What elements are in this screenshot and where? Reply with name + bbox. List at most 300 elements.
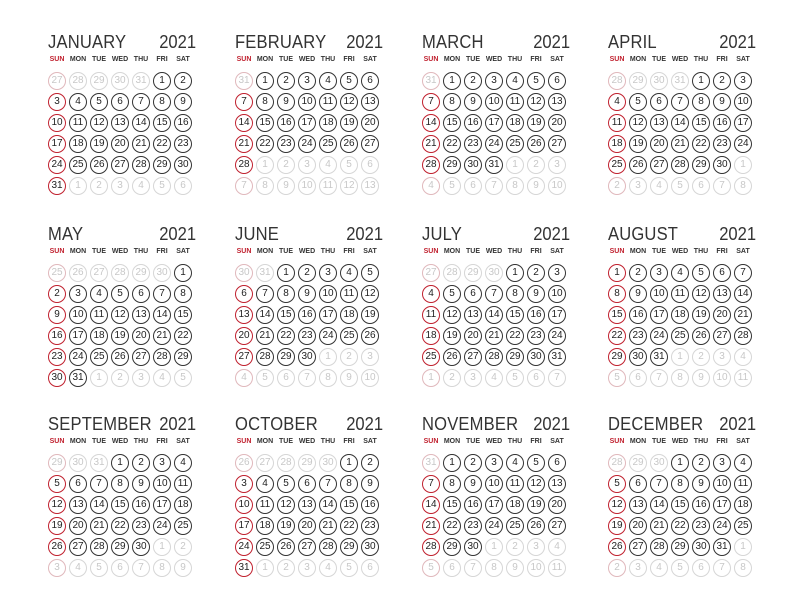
day-cell[interactable]: 25 [506, 135, 524, 153]
day-cell[interactable]: 23 [174, 135, 192, 153]
day-cell[interactable]: 16 [464, 114, 482, 132]
day-cell[interactable]: 10 [319, 285, 337, 303]
day-cell[interactable]: 15 [256, 114, 274, 132]
day-cell[interactable]: 13 [548, 475, 566, 493]
day-cell[interactable]: 23 [298, 327, 316, 345]
day-cell[interactable]: 6 [713, 264, 731, 282]
day-cell[interactable]: 14 [319, 496, 337, 514]
day-cell[interactable]: 24 [485, 517, 503, 535]
day-cell[interactable]: 24 [485, 135, 503, 153]
day-cell[interactable]: 15 [443, 114, 461, 132]
day-cell[interactable]: 14 [734, 285, 752, 303]
day-cell[interactable]: 16 [629, 306, 647, 324]
day-cell[interactable]: 27 [548, 517, 566, 535]
day-cell[interactable]: 5 [527, 72, 545, 90]
day-cell[interactable]: 1 [443, 454, 461, 472]
day-cell[interactable]: 6 [629, 475, 647, 493]
day-cell[interactable]: 20 [548, 496, 566, 514]
day-cell[interactable]: 4 [608, 93, 626, 111]
day-cell[interactable]: 15 [277, 306, 295, 324]
day-cell[interactable]: 14 [485, 306, 503, 324]
day-cell[interactable]: 8 [608, 285, 626, 303]
day-cell[interactable]: 11 [734, 475, 752, 493]
day-cell[interactable]: 20 [111, 135, 129, 153]
day-cell[interactable]: 15 [608, 306, 626, 324]
day-cell[interactable]: 11 [506, 475, 524, 493]
day-cell[interactable]: 21 [485, 327, 503, 345]
day-cell[interactable]: 19 [443, 327, 461, 345]
day-cell[interactable]: 16 [527, 306, 545, 324]
day-cell[interactable]: 11 [671, 285, 689, 303]
day-cell[interactable]: 2 [692, 454, 710, 472]
day-cell[interactable]: 29 [340, 538, 358, 556]
day-cell[interactable]: 3 [48, 93, 66, 111]
day-cell[interactable]: 5 [692, 264, 710, 282]
day-cell[interactable]: 17 [713, 496, 731, 514]
day-cell[interactable]: 11 [256, 496, 274, 514]
day-cell[interactable]: 16 [277, 114, 295, 132]
day-cell[interactable]: 9 [277, 93, 295, 111]
day-cell[interactable]: 22 [671, 517, 689, 535]
day-cell[interactable]: 10 [734, 93, 752, 111]
day-cell[interactable]: 12 [48, 496, 66, 514]
day-cell[interactable]: 7 [422, 475, 440, 493]
day-cell[interactable]: 23 [629, 327, 647, 345]
day-cell[interactable]: 29 [277, 348, 295, 366]
day-cell[interactable]: 1 [692, 72, 710, 90]
day-cell[interactable]: 29 [174, 348, 192, 366]
day-cell[interactable]: 28 [153, 348, 171, 366]
day-cell[interactable]: 25 [506, 517, 524, 535]
day-cell[interactable]: 14 [235, 114, 253, 132]
day-cell[interactable]: 4 [69, 93, 87, 111]
day-cell[interactable]: 15 [153, 114, 171, 132]
day-cell[interactable]: 2 [298, 264, 316, 282]
day-cell[interactable]: 22 [506, 327, 524, 345]
day-cell[interactable]: 13 [713, 285, 731, 303]
day-cell[interactable]: 30 [132, 538, 150, 556]
day-cell[interactable]: 18 [319, 114, 337, 132]
day-cell[interactable]: 10 [485, 93, 503, 111]
day-cell[interactable]: 20 [650, 135, 668, 153]
day-cell[interactable]: 16 [692, 496, 710, 514]
day-cell[interactable]: 1 [153, 72, 171, 90]
day-cell[interactable]: 19 [692, 306, 710, 324]
day-cell[interactable]: 16 [298, 306, 316, 324]
day-cell[interactable]: 26 [361, 327, 379, 345]
day-cell[interactable]: 30 [713, 156, 731, 174]
day-cell[interactable]: 28 [132, 156, 150, 174]
day-cell[interactable]: 6 [361, 72, 379, 90]
day-cell[interactable]: 28 [671, 156, 689, 174]
day-cell[interactable]: 9 [361, 475, 379, 493]
day-cell[interactable]: 20 [464, 327, 482, 345]
day-cell[interactable]: 19 [277, 517, 295, 535]
day-cell[interactable]: 7 [90, 475, 108, 493]
day-cell[interactable]: 8 [506, 285, 524, 303]
day-cell[interactable]: 26 [340, 135, 358, 153]
day-cell[interactable]: 13 [464, 306, 482, 324]
day-cell[interactable]: 8 [111, 475, 129, 493]
day-cell[interactable]: 25 [256, 538, 274, 556]
day-cell[interactable]: 19 [361, 306, 379, 324]
day-cell[interactable]: 11 [69, 114, 87, 132]
day-cell[interactable]: 28 [422, 538, 440, 556]
day-cell[interactable]: 17 [319, 306, 337, 324]
day-cell[interactable]: 19 [111, 327, 129, 345]
day-cell[interactable]: 10 [650, 285, 668, 303]
day-cell[interactable]: 29 [692, 156, 710, 174]
day-cell[interactable]: 10 [235, 496, 253, 514]
day-cell[interactable]: 3 [650, 264, 668, 282]
day-cell[interactable]: 4 [319, 72, 337, 90]
day-cell[interactable]: 5 [90, 93, 108, 111]
day-cell[interactable]: 20 [713, 306, 731, 324]
day-cell[interactable]: 10 [548, 285, 566, 303]
day-cell[interactable]: 24 [713, 517, 731, 535]
day-cell[interactable]: 29 [111, 538, 129, 556]
day-cell[interactable]: 2 [527, 264, 545, 282]
day-cell[interactable]: 1 [174, 264, 192, 282]
day-cell[interactable]: 21 [319, 517, 337, 535]
day-cell[interactable]: 31 [548, 348, 566, 366]
day-cell[interactable]: 11 [174, 475, 192, 493]
day-cell[interactable]: 3 [485, 454, 503, 472]
day-cell[interactable]: 28 [485, 348, 503, 366]
day-cell[interactable]: 15 [671, 496, 689, 514]
day-cell[interactable]: 13 [629, 496, 647, 514]
day-cell[interactable]: 17 [734, 114, 752, 132]
day-cell[interactable]: 23 [361, 517, 379, 535]
day-cell[interactable]: 9 [174, 93, 192, 111]
day-cell[interactable]: 8 [443, 93, 461, 111]
day-cell[interactable]: 18 [256, 517, 274, 535]
day-cell[interactable]: 30 [464, 538, 482, 556]
day-cell[interactable]: 20 [235, 327, 253, 345]
day-cell[interactable]: 29 [671, 538, 689, 556]
day-cell[interactable]: 28 [734, 327, 752, 345]
day-cell[interactable]: 15 [692, 114, 710, 132]
day-cell[interactable]: 31 [69, 369, 87, 387]
day-cell[interactable]: 6 [298, 475, 316, 493]
day-cell[interactable]: 4 [506, 72, 524, 90]
day-cell[interactable]: 16 [174, 114, 192, 132]
day-cell[interactable]: 6 [548, 72, 566, 90]
day-cell[interactable]: 19 [90, 135, 108, 153]
day-cell[interactable]: 1 [671, 454, 689, 472]
day-cell[interactable]: 13 [235, 306, 253, 324]
day-cell[interactable]: 10 [485, 475, 503, 493]
day-cell[interactable]: 26 [629, 156, 647, 174]
day-cell[interactable]: 24 [548, 327, 566, 345]
day-cell[interactable]: 27 [629, 538, 647, 556]
day-cell[interactable]: 4 [90, 285, 108, 303]
day-cell[interactable]: 22 [608, 327, 626, 345]
day-cell[interactable]: 23 [48, 348, 66, 366]
day-cell[interactable]: 28 [256, 348, 274, 366]
day-cell[interactable]: 2 [629, 264, 647, 282]
day-cell[interactable]: 22 [174, 327, 192, 345]
day-cell[interactable]: 24 [153, 517, 171, 535]
day-cell[interactable]: 15 [506, 306, 524, 324]
day-cell[interactable]: 24 [650, 327, 668, 345]
day-cell[interactable]: 6 [111, 93, 129, 111]
day-cell[interactable]: 6 [132, 285, 150, 303]
day-cell[interactable]: 7 [235, 93, 253, 111]
day-cell[interactable]: 10 [298, 93, 316, 111]
day-cell[interactable]: 20 [132, 327, 150, 345]
day-cell[interactable]: 1 [111, 454, 129, 472]
day-cell[interactable]: 30 [527, 348, 545, 366]
day-cell[interactable]: 25 [422, 348, 440, 366]
day-cell[interactable]: 27 [548, 135, 566, 153]
day-cell[interactable]: 30 [464, 156, 482, 174]
day-cell[interactable]: 21 [132, 135, 150, 153]
day-cell[interactable]: 22 [111, 517, 129, 535]
day-cell[interactable]: 3 [713, 454, 731, 472]
day-cell[interactable]: 10 [48, 114, 66, 132]
day-cell[interactable]: 29 [608, 348, 626, 366]
day-cell[interactable]: 25 [319, 135, 337, 153]
day-cell[interactable]: 7 [671, 93, 689, 111]
day-cell[interactable]: 9 [713, 93, 731, 111]
day-cell[interactable]: 19 [629, 135, 647, 153]
day-cell[interactable]: 1 [277, 264, 295, 282]
day-cell[interactable]: 4 [422, 285, 440, 303]
day-cell[interactable]: 20 [69, 517, 87, 535]
day-cell[interactable]: 18 [340, 306, 358, 324]
day-cell[interactable]: 2 [713, 72, 731, 90]
day-cell[interactable]: 31 [235, 559, 253, 577]
day-cell[interactable]: 20 [548, 114, 566, 132]
day-cell[interactable]: 4 [734, 454, 752, 472]
day-cell[interactable]: 18 [174, 496, 192, 514]
day-cell[interactable]: 9 [464, 475, 482, 493]
day-cell[interactable]: 10 [153, 475, 171, 493]
day-cell[interactable]: 8 [153, 93, 171, 111]
day-cell[interactable]: 5 [527, 454, 545, 472]
day-cell[interactable]: 25 [734, 517, 752, 535]
day-cell[interactable]: 26 [48, 538, 66, 556]
day-cell[interactable]: 4 [671, 264, 689, 282]
day-cell[interactable]: 13 [548, 93, 566, 111]
day-cell[interactable]: 12 [340, 93, 358, 111]
day-cell[interactable]: 27 [298, 538, 316, 556]
day-cell[interactable]: 17 [548, 306, 566, 324]
day-cell[interactable]: 3 [235, 475, 253, 493]
day-cell[interactable]: 11 [422, 306, 440, 324]
day-cell[interactable]: 31 [650, 348, 668, 366]
day-cell[interactable]: 9 [527, 285, 545, 303]
day-cell[interactable]: 30 [174, 156, 192, 174]
day-cell[interactable]: 4 [174, 454, 192, 472]
day-cell[interactable]: 11 [340, 285, 358, 303]
day-cell[interactable]: 2 [361, 454, 379, 472]
day-cell[interactable]: 18 [69, 135, 87, 153]
day-cell[interactable]: 21 [734, 306, 752, 324]
day-cell[interactable]: 2 [174, 72, 192, 90]
day-cell[interactable]: 5 [111, 285, 129, 303]
day-cell[interactable]: 12 [692, 285, 710, 303]
day-cell[interactable]: 8 [692, 93, 710, 111]
day-cell[interactable]: 3 [298, 72, 316, 90]
day-cell[interactable]: 19 [340, 114, 358, 132]
day-cell[interactable]: 15 [174, 306, 192, 324]
day-cell[interactable]: 9 [48, 306, 66, 324]
day-cell[interactable]: 11 [506, 93, 524, 111]
day-cell[interactable]: 14 [650, 496, 668, 514]
day-cell[interactable]: 1 [506, 264, 524, 282]
day-cell[interactable]: 26 [111, 348, 129, 366]
day-cell[interactable]: 21 [422, 517, 440, 535]
day-cell[interactable]: 12 [111, 306, 129, 324]
day-cell[interactable]: 21 [153, 327, 171, 345]
day-cell[interactable]: 30 [298, 348, 316, 366]
day-cell[interactable]: 28 [235, 156, 253, 174]
day-cell[interactable]: 26 [277, 538, 295, 556]
day-cell[interactable]: 4 [506, 454, 524, 472]
day-cell[interactable]: 27 [713, 327, 731, 345]
day-cell[interactable]: 7 [485, 285, 503, 303]
day-cell[interactable]: 23 [464, 517, 482, 535]
day-cell[interactable]: 14 [132, 114, 150, 132]
day-cell[interactable]: 5 [277, 475, 295, 493]
day-cell[interactable]: 28 [90, 538, 108, 556]
day-cell[interactable]: 24 [48, 156, 66, 174]
day-cell[interactable]: 9 [464, 93, 482, 111]
day-cell[interactable]: 23 [277, 135, 295, 153]
day-cell[interactable]: 19 [48, 517, 66, 535]
day-cell[interactable]: 30 [48, 369, 66, 387]
day-cell[interactable]: 30 [361, 538, 379, 556]
day-cell[interactable]: 27 [650, 156, 668, 174]
day-cell[interactable]: 18 [671, 306, 689, 324]
day-cell[interactable]: 3 [69, 285, 87, 303]
day-cell[interactable]: 14 [256, 306, 274, 324]
day-cell[interactable]: 9 [692, 475, 710, 493]
day-cell[interactable]: 29 [443, 538, 461, 556]
day-cell[interactable]: 18 [608, 135, 626, 153]
day-cell[interactable]: 11 [90, 306, 108, 324]
day-cell[interactable]: 21 [671, 135, 689, 153]
day-cell[interactable]: 25 [671, 327, 689, 345]
day-cell[interactable]: 1 [340, 454, 358, 472]
day-cell[interactable]: 5 [443, 285, 461, 303]
day-cell[interactable]: 8 [671, 475, 689, 493]
day-cell[interactable]: 17 [69, 327, 87, 345]
day-cell[interactable]: 9 [132, 475, 150, 493]
day-cell[interactable]: 17 [650, 306, 668, 324]
day-cell[interactable]: 12 [361, 285, 379, 303]
day-cell[interactable]: 24 [298, 135, 316, 153]
day-cell[interactable]: 15 [443, 496, 461, 514]
day-cell[interactable]: 3 [485, 72, 503, 90]
day-cell[interactable]: 2 [48, 285, 66, 303]
day-cell[interactable]: 13 [132, 306, 150, 324]
day-cell[interactable]: 30 [692, 538, 710, 556]
day-cell[interactable]: 14 [90, 496, 108, 514]
day-cell[interactable]: 10 [69, 306, 87, 324]
day-cell[interactable]: 23 [464, 135, 482, 153]
day-cell[interactable]: 23 [527, 327, 545, 345]
day-cell[interactable]: 14 [153, 306, 171, 324]
day-cell[interactable]: 29 [506, 348, 524, 366]
day-cell[interactable]: 9 [629, 285, 647, 303]
day-cell[interactable]: 26 [608, 538, 626, 556]
day-cell[interactable]: 27 [464, 348, 482, 366]
day-cell[interactable]: 7 [132, 93, 150, 111]
day-cell[interactable]: 25 [174, 517, 192, 535]
day-cell[interactable]: 18 [506, 496, 524, 514]
day-cell[interactable]: 13 [298, 496, 316, 514]
day-cell[interactable]: 15 [111, 496, 129, 514]
day-cell[interactable]: 31 [48, 177, 66, 195]
day-cell[interactable]: 24 [69, 348, 87, 366]
day-cell[interactable]: 6 [235, 285, 253, 303]
day-cell[interactable]: 31 [713, 538, 731, 556]
day-cell[interactable]: 27 [111, 156, 129, 174]
day-cell[interactable]: 8 [277, 285, 295, 303]
day-cell[interactable]: 21 [422, 135, 440, 153]
day-cell[interactable]: 7 [319, 475, 337, 493]
day-cell[interactable]: 17 [153, 496, 171, 514]
day-cell[interactable]: 12 [629, 114, 647, 132]
day-cell[interactable]: 2 [132, 454, 150, 472]
day-cell[interactable]: 14 [422, 114, 440, 132]
day-cell[interactable]: 20 [298, 517, 316, 535]
day-cell[interactable]: 17 [48, 135, 66, 153]
day-cell[interactable]: 1 [443, 72, 461, 90]
day-cell[interactable]: 16 [713, 114, 731, 132]
day-cell[interactable]: 1 [608, 264, 626, 282]
day-cell[interactable]: 22 [443, 517, 461, 535]
day-cell[interactable]: 3 [319, 264, 337, 282]
day-cell[interactable]: 26 [90, 156, 108, 174]
day-cell[interactable]: 3 [734, 72, 752, 90]
day-cell[interactable]: 27 [235, 348, 253, 366]
day-cell[interactable]: 27 [69, 538, 87, 556]
day-cell[interactable]: 10 [713, 475, 731, 493]
day-cell[interactable]: 7 [256, 285, 274, 303]
day-cell[interactable]: 28 [422, 156, 440, 174]
day-cell[interactable]: 22 [692, 135, 710, 153]
day-cell[interactable]: 6 [548, 454, 566, 472]
day-cell[interactable]: 17 [235, 517, 253, 535]
day-cell[interactable]: 8 [174, 285, 192, 303]
day-cell[interactable]: 22 [256, 135, 274, 153]
day-cell[interactable]: 2 [464, 72, 482, 90]
day-cell[interactable]: 22 [443, 135, 461, 153]
day-cell[interactable]: 13 [650, 114, 668, 132]
day-cell[interactable]: 11 [608, 114, 626, 132]
day-cell[interactable]: 30 [629, 348, 647, 366]
day-cell[interactable]: 26 [443, 348, 461, 366]
day-cell[interactable]: 28 [319, 538, 337, 556]
day-cell[interactable]: 9 [298, 285, 316, 303]
day-cell[interactable]: 25 [340, 327, 358, 345]
day-cell[interactable]: 5 [361, 264, 379, 282]
day-cell[interactable]: 20 [361, 114, 379, 132]
day-cell[interactable]: 6 [464, 285, 482, 303]
day-cell[interactable]: 29 [153, 156, 171, 174]
day-cell[interactable]: 21 [235, 135, 253, 153]
day-cell[interactable]: 12 [277, 496, 295, 514]
day-cell[interactable]: 12 [608, 496, 626, 514]
day-cell[interactable]: 5 [608, 475, 626, 493]
day-cell[interactable]: 13 [111, 114, 129, 132]
day-cell[interactable]: 29 [443, 156, 461, 174]
day-cell[interactable]: 6 [69, 475, 87, 493]
